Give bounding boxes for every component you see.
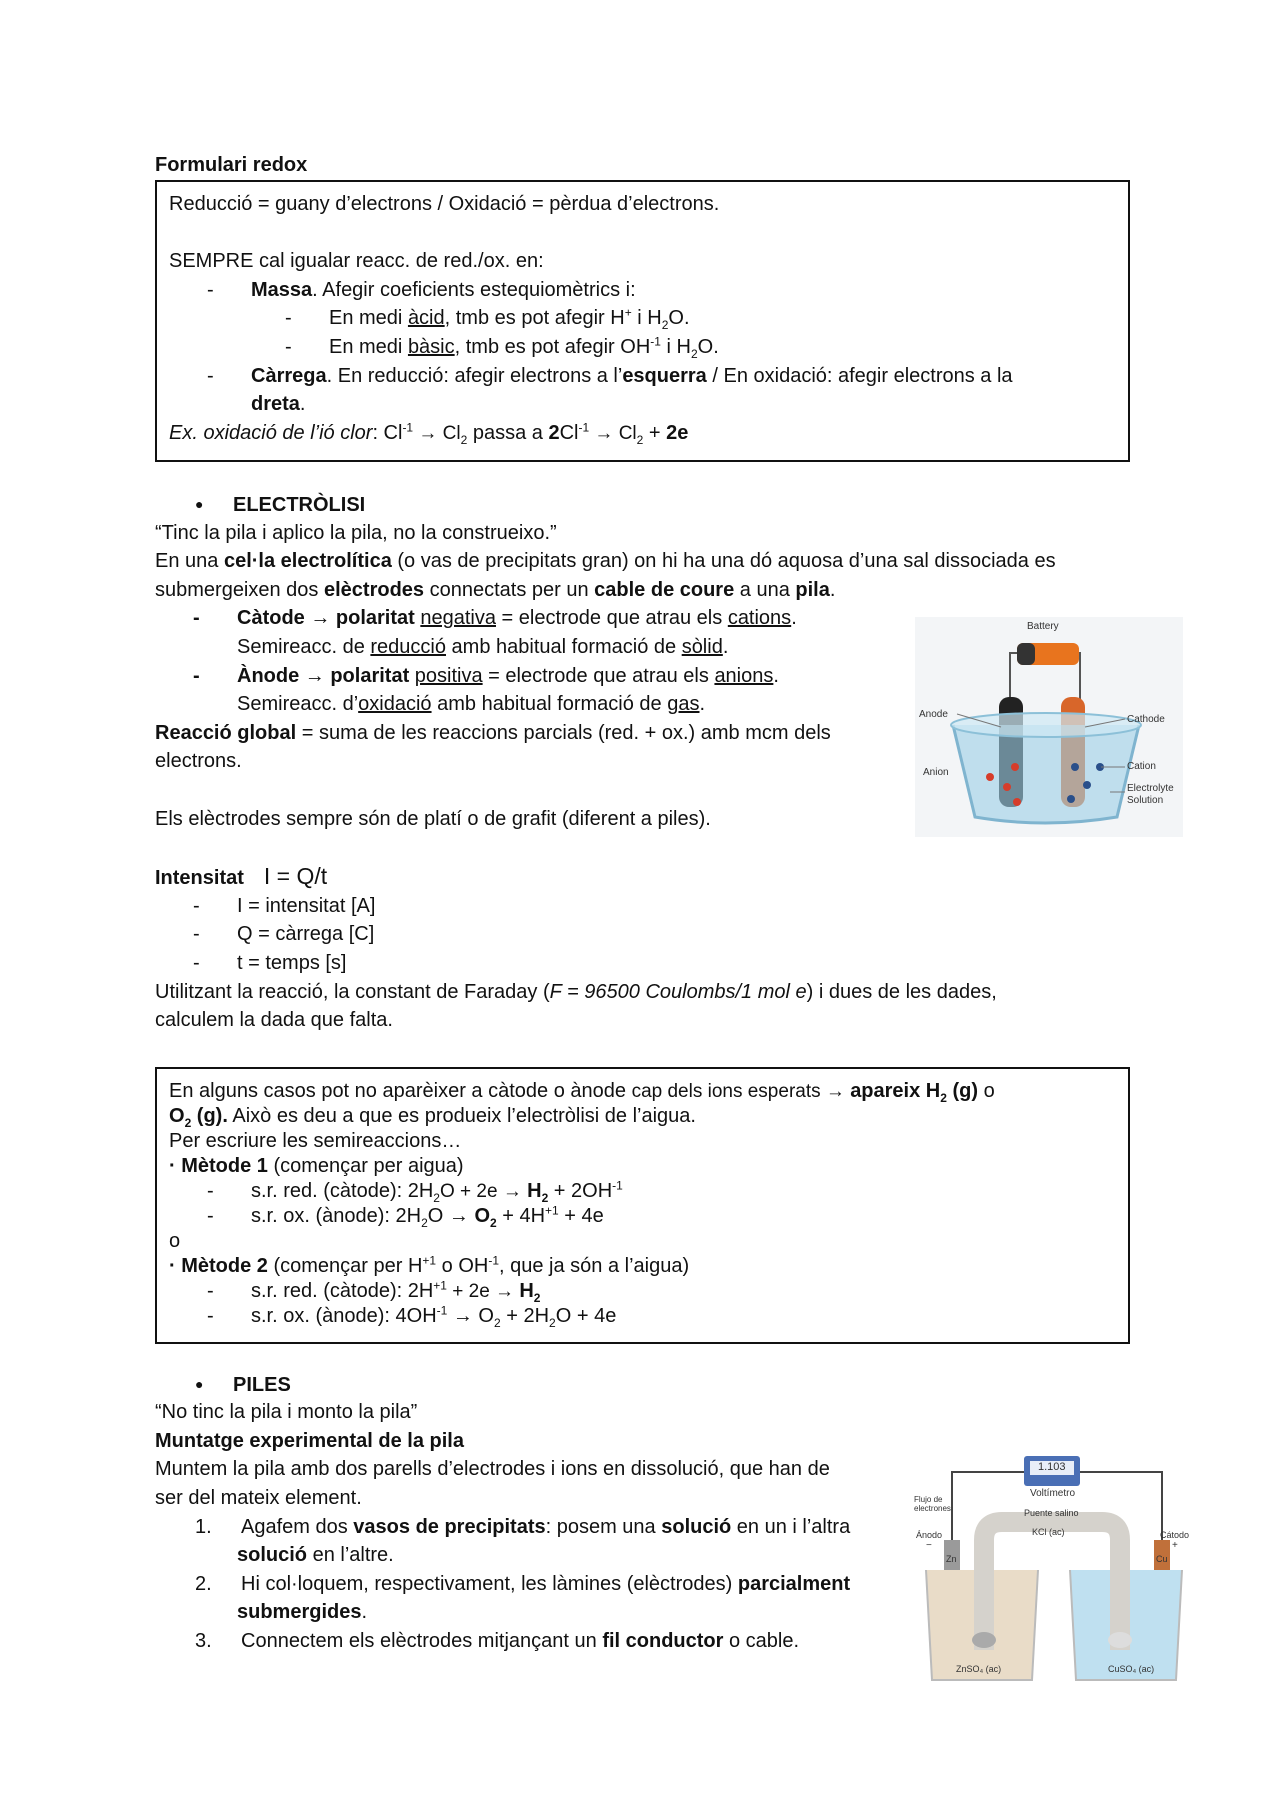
paragraph: Muntem la pila amb dos parells d’electrodes i ions en dissolució, que han de	[155, 1458, 830, 1481]
carrega-item-cont: dreta.	[251, 393, 306, 416]
water-electrolysis-box	[155, 1067, 1130, 1344]
kcl-label: KCl (ac)	[1032, 1527, 1065, 1537]
method2-oxidation: - s.r. ox. (ànode): $4OH^{-1} \to O_2 + 2H_2O + 4e$	[207, 1303, 617, 1330]
battery-label: Battery	[1027, 621, 1059, 632]
quote: “No tinc la pila i monto la pila”	[155, 1401, 418, 1424]
salt-bridge-label: Puente salino	[1024, 1508, 1079, 1518]
znso4-label: ZnSO₄ (ac)	[956, 1664, 1002, 1674]
faraday-line-cont: calculem la dada que falta.	[155, 1009, 393, 1032]
cation-label: Cation	[1127, 761, 1156, 772]
paragraph: En una cel·la electrolítica (o vas de precipitats gran) on hi ha una dó aquosa d’una sal dissociada es	[155, 550, 1056, 573]
cuso4-label: CuSO₄ (ac)	[1108, 1664, 1155, 1674]
page-title: Formulari redox	[155, 154, 308, 176]
anion-label: Anion	[923, 767, 949, 778]
step-item: 2. Hi col·loquem, respectivament, les làmines (elèctrodes) parcialment	[195, 1572, 851, 1595]
cu-label: Cu	[1156, 1554, 1168, 1564]
method2-heading: · Mètode 2 (començar per $H^{+1}$ o $OH^{-1}$, que ja són a l’aigua)	[169, 1253, 690, 1277]
cathode-label: Cátodo	[1160, 1530, 1190, 1540]
global-reaction: Reacció global = suma de les reaccions parcials (red. + ox.) amb mcm dels	[155, 721, 831, 744]
step-item: 3. Connectem els elèctrodes mitjançant un fil conductor o cable.	[195, 1630, 800, 1653]
step-item-cont: solució en l’altre.	[237, 1544, 394, 1567]
anode-item: - Ànode → polaritat positiva = electrode que atrau els anions.	[193, 664, 779, 687]
voltmeter-label: Voltímetro	[1030, 1488, 1076, 1499]
voltmeter-reading: 1.103	[1038, 1461, 1066, 1473]
section-heading-electrolisi: ● ELECTRÒLISI	[195, 494, 366, 516]
list-item: - Q = càrrega [C]	[193, 923, 375, 946]
box2-line: En alguns casos pot no aparèixer a càtode o ànode cap dels ions esperats → apareix $H_2$ (g) o	[169, 1079, 995, 1105]
acid-medium-item: - En medi àcid, tmb es pot afegir H+ i $H_2O$.	[285, 305, 690, 333]
step-item: 1. Agafem dos vasos de precipitats: posem una solució en un i l’altra	[195, 1515, 851, 1538]
method2-reduction: - s.r. red. (càtode): $2H^{+1} + 2e \to H_2$	[207, 1278, 541, 1305]
intensity-heading: Intensitat I = Q/t	[155, 862, 328, 889]
paragraph-cont: submergeixen dos elèctrodes connectats per un cable de coure a una pila.	[155, 578, 836, 601]
box2-line: $O_2$ (g). Això es deu a que es produeix l’electròlisi de l’aigua.	[169, 1104, 696, 1130]
electrolyte-label: Electrolyte	[1127, 783, 1174, 794]
document-page	[155, 150, 1130, 1656]
electron-flow-label-2: electrones	[914, 1504, 951, 1513]
paragraph-cont: ser del mateix element.	[155, 1487, 362, 1510]
method1-heading: · Mètode 1 (començar per aigua)	[169, 1154, 464, 1177]
definition-line: Reducció = guany d’electrons / Oxidació = pèrdua d’electrons.	[169, 193, 720, 215]
example-line: Ex. oxidació de l’ió clor: $Cl^{-1} \to Cl_2$ passa a $2Cl^{-1} \to Cl_2 + 2e$	[169, 420, 689, 447]
balance-rule-line: SEMPRE cal igualar reacc. de red./ox. en:	[169, 250, 544, 273]
anode-label: Anode	[919, 709, 948, 720]
section-heading-piles: ● PILES	[195, 1373, 291, 1396]
quote: “Tinc la pila i aplico la pila, no la construeixo.”	[155, 521, 557, 544]
electrodes-note: Els elèctrodes sempre són de platí o de grafit (diferent a piles).	[155, 807, 711, 830]
zn-label: Zn	[946, 1554, 957, 1564]
cathode-label: Cathode	[1127, 714, 1165, 725]
faraday-line: Utilitzant la reacció, la constant de Faraday (F = 96500 Coulombs/1 mol e) i dues de les dades,	[155, 980, 997, 1003]
massa-item: - Massa. Afegir coeficients estequiomètrics i:	[207, 278, 636, 301]
basic-medium-item: - En medi bàsic, tmb es pot afegir $OH^{-1}$ i $H_2O$.	[285, 334, 719, 361]
method1-oxidation: - s.r. ox. (ànode): $2H_2O \to O_2 + 4H^{+1} + 4e$	[207, 1203, 604, 1230]
cathode-sign: +	[1172, 1540, 1178, 1551]
list-item: - t = temps [s]	[193, 951, 347, 974]
galvanic-cell-figure	[912, 1450, 1194, 1686]
electron-flow-label: Flujo de	[914, 1495, 943, 1504]
electrolysis-cell-figure	[915, 617, 1183, 837]
anode-semireaction: Semireacc. d’oxidació amb habitual formació de gas.	[237, 693, 706, 716]
anode-sign: −	[926, 1540, 932, 1551]
or-line: o	[169, 1229, 181, 1252]
carrega-item: - Càrrega. En reducció: afegir electrons a l’esquerra / En oxidació: afegir electrons a la	[207, 364, 1013, 387]
solution-label: Solution	[1127, 795, 1164, 806]
galvanic-illustration	[912, 1450, 1194, 1686]
subheading: Muntatge experimental de la pila	[155, 1429, 464, 1452]
box2-line: Per escriure les semireaccions…	[169, 1129, 462, 1152]
global-reaction-cont: electrons.	[155, 750, 242, 773]
catode-semireaction: Semireacc. de reducció amb habitual formació de sòlid.	[237, 635, 729, 658]
redox-summary-box	[155, 180, 1130, 462]
list-item: - I = intensitat [A]	[193, 894, 376, 917]
anode-label: Ánodo	[916, 1530, 943, 1540]
step-item-cont: submergides.	[237, 1601, 368, 1624]
method1-reduction: - s.r. red. (càtode): $2H_2O + 2e \to H_2 + 2OH^{-1}$	[207, 1178, 623, 1205]
catode-item: - Càtode → polaritat negativa = electrode que atrau els cations.	[193, 607, 797, 630]
